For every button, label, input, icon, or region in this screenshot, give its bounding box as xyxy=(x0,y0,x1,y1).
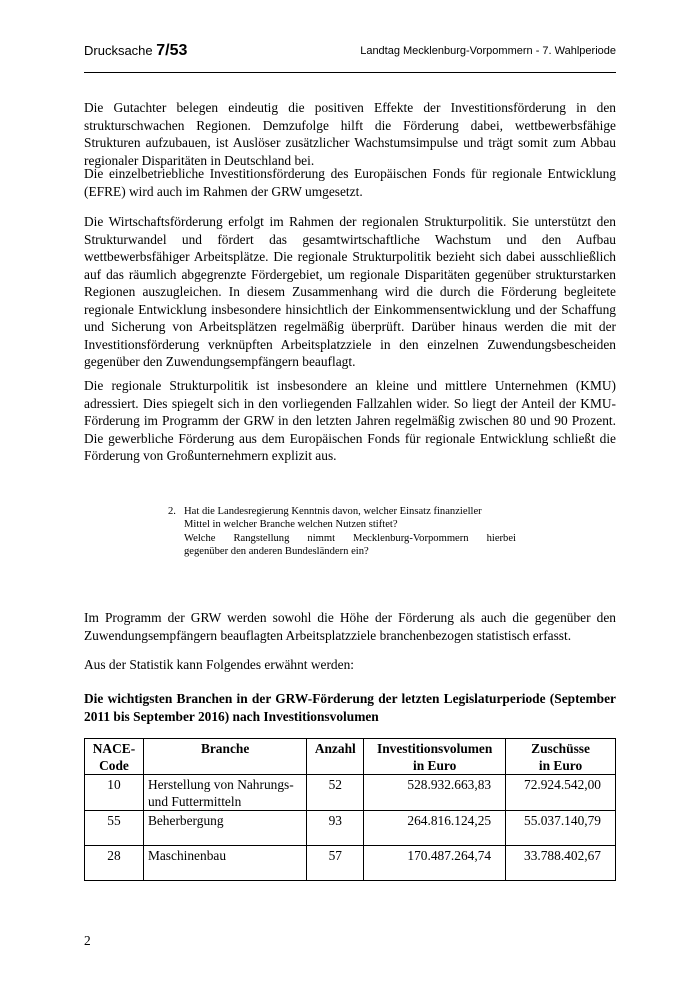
cell-branche: Herstellung von Nahrungs- und Futtermitteln xyxy=(143,775,306,811)
cell-anzahl: 52 xyxy=(307,775,364,811)
table-header-row xyxy=(85,739,616,775)
paragraph: Im Programm der GRW werden sowohl die Höhe der Förderung als auch die gegenüber den Zuwendungsempfängern beauflagten Arbeitsplatzziele branchenbezogen statistisch erfasst. xyxy=(84,610,616,643)
cell-nace-code: 10 xyxy=(85,775,144,811)
header-branche: Branche xyxy=(143,739,306,775)
question-number: 2. xyxy=(168,506,176,517)
cell-nace-code: 28 xyxy=(85,846,144,881)
cell-branche: Maschinenbau xyxy=(143,846,306,881)
cell-anzahl: 57 xyxy=(307,846,364,881)
header-anzahl: Anzahl xyxy=(307,739,364,775)
table-row xyxy=(85,775,616,811)
table-title: Die wichtigsten Branchen in der GRW-Förderung der letzten Legislaturperiode (September 2011 bis September 2016) nach Investitionsvolumen xyxy=(84,691,616,724)
table-row xyxy=(85,811,616,846)
parliament-label: Landtag Mecklenburg-Vorpommern - 7. Wahlperiode xyxy=(360,45,616,57)
header-nace-code: NACE- Code xyxy=(85,739,144,775)
question-line: Mittel in welcher Branche welchen Nutzen stiftet? xyxy=(184,519,398,531)
cell-zuschuesse: 33.788.402,67 xyxy=(506,846,616,881)
header-zuschuesse: Zuschüsse in Euro xyxy=(506,739,616,775)
paragraph: Die regionale Strukturpolitik ist insbesondere an kleine und mittlere Unternehmen (KMU) adressiert. Dies spiegelt sich in den vorliegenden Fallzahlen wider. So liegt der Anteil der KMU-Förderung im Programm der GRW in den letzten Jahren regelmäßig zwischen 80 und 90 Prozent. Die gewerbliche Förderung aus dem Europäischen Fonds für regionale Entwicklung schließt die Förderung von Großunternehmern explizit aus. xyxy=(84,378,616,463)
header-investitionsvolumen: Investitionsvolumen in Euro xyxy=(364,739,506,775)
question-line: Hat die Landesregierung Kenntnis davon, welcher Einsatz finanzieller xyxy=(184,506,482,517)
question-line: Welche Rangstellung nimmt Mecklenburg-Vorpommern hierbei xyxy=(184,532,516,544)
question-line: gegenüber den anderen Bundesländern ein? xyxy=(184,546,369,558)
paragraph: Die Gutachter belegen eindeutig die positiven Effekte der Investitionsförderung in den strukturschwachen Regionen. Demzufolge hilft die Förderung dabei, wettbewerbsfähige Strukturen aufzubauen, ist Auslöser zusätzlicher Wachstumsimpulse und trägt somit zum Abbau regionaler Disparitäten in Deutschland bei. xyxy=(84,100,616,168)
page-header xyxy=(84,40,616,73)
paragraph: Die einzelbetriebliche Investitionsförderung des Europäischen Fonds für regionale Entwicklung (EFRE) wird auch im Rahmen der GRW umgesetzt. xyxy=(84,166,616,199)
cell-investitionsvolumen: 528.932.663,83 xyxy=(364,775,506,811)
page-number: 2 xyxy=(84,933,91,948)
branch-table xyxy=(84,738,616,881)
cell-investitionsvolumen: 170.487.264,74 xyxy=(364,846,506,881)
cell-nace-code: 55 xyxy=(85,811,144,846)
cell-zuschuesse: 72.924.542,00 xyxy=(506,775,616,811)
cell-branche: Beherbergung xyxy=(143,811,306,846)
cell-zuschuesse: 55.037.140,79 xyxy=(506,811,616,846)
paragraph: Aus der Statistik kann Folgendes erwähnt werden: xyxy=(84,657,354,672)
document-number: Drucksache 7/53 xyxy=(84,42,188,59)
cell-investitionsvolumen: 264.816.124,25 xyxy=(364,811,506,846)
table-row xyxy=(85,846,616,881)
cell-anzahl: 93 xyxy=(307,811,364,846)
paragraph: Die Wirtschaftsförderung erfolgt im Rahmen der regionalen Strukturpolitik. Sie unterstützt den Strukturwandel und fördert das gesamtwirtschaftliche Wachstum und den Aufbau wettbewerbsfähiger Arbeitsplätze. Die regionale Strukturpolitik bezieht sich dabei ausschließlich auf das räumlich abgegrenzte Fördergebiet, um regionale Disparitäten gegenüber strukturstarken Regionen auszugleichen. In diesem Zusammenhang wird die durch die Förderung begleitete regionale Entwicklung insbesondere hinsichtlich der Einkommensentwicklung und der Schaffung und Sicherung von Arbeitsplätzen regelmäßig überprüft. Darüber hinaus werden die mit der Investitionsförderung verknüpften Arbeitsplatzziele in den einzelnen Zuwendungsbescheiden gegenüber den Zuwendungsempfängern beauflagt. xyxy=(84,214,616,369)
